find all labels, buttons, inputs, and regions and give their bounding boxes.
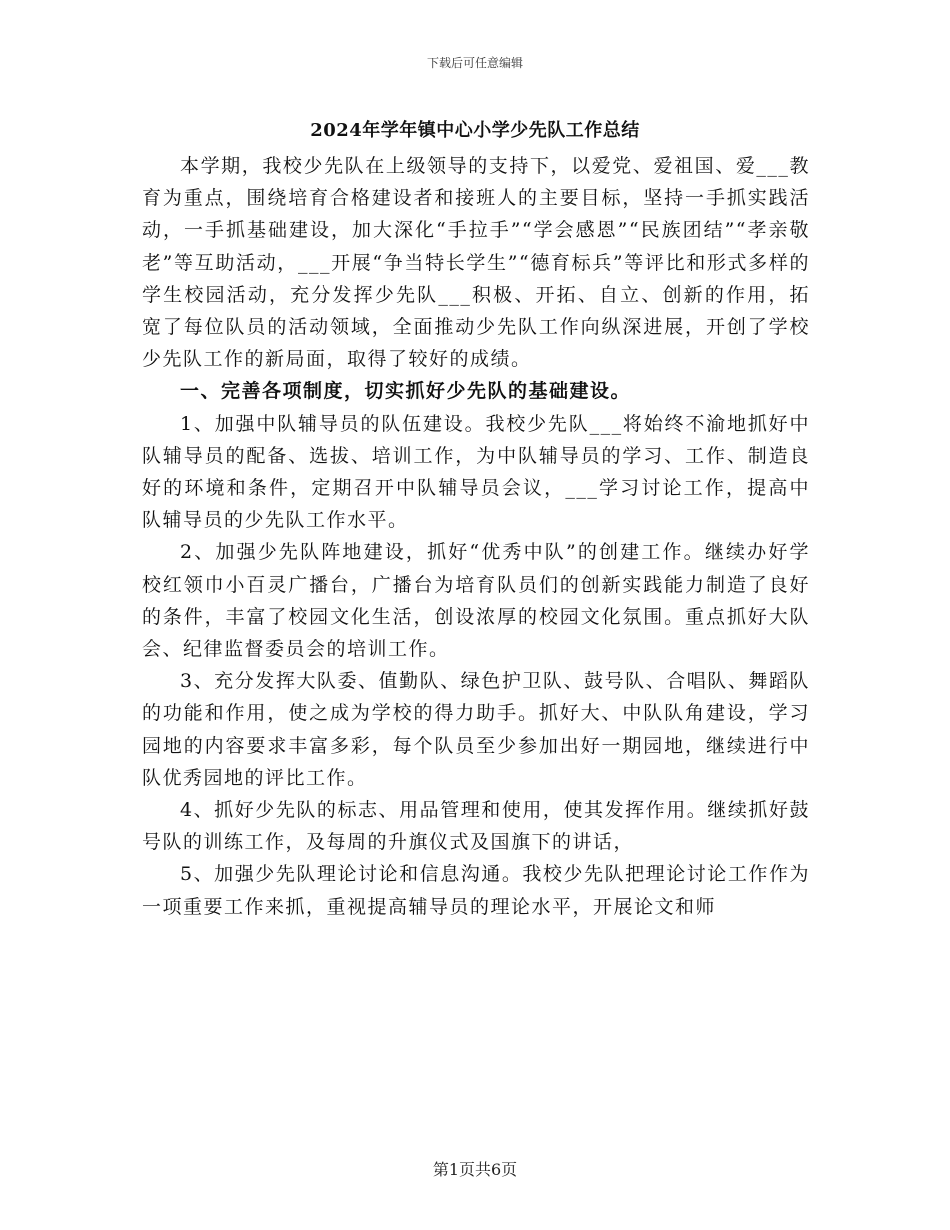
document-title: 2024年学年镇中心小学少先队工作总结 xyxy=(310,120,640,141)
list-item-1: 1、加强中队辅导员的队伍建设。我校少先队___将始终不渝地抓好中队辅导员的配备、选拔、培训工作，为中队辅导员的学习、工作、制造良好的环境和条件，定期召开中队辅导员会议，___学习讨论工作，提高中队辅导员的少先队工作水平。 xyxy=(142,412,810,532)
document-body xyxy=(142,150,810,923)
list-item-5: 5、加强少先队理论讨论和信息沟通。我校少先队把理论讨论工作作为一项重要工作来抓，重视提高辅导员的理论水平，开展论文和师 xyxy=(142,863,810,918)
page-number: 第1页共6页 xyxy=(432,1160,518,1179)
list-item-2: 2、加强少先队阵地建设，抓好“优秀中队”的创建工作。继续办好学校红领巾小百灵广播台，广播台为培育队员们的创新实践能力制造了良好的条件，丰富了校园文化生活，创设浓厚的校园文化氛围。重点抓好大队会、纪律监督委员会的培训工作。 xyxy=(142,541,810,661)
list-item-4: 4、抓好少先队的标志、用品管理和使用，使其发挥作用。继续抓好鼓号队的训练工作，及每周的升旗仪式及国旗下的讲话， xyxy=(142,799,810,854)
list-item-3: 3、充分发挥大队委、值勤队、绿色护卫队、鼓号队、合唱队、舞蹈队的功能和作用，使之成为学校的得力助手。抓好大、中队队角建设，学习园地的内容要求丰富多彩，每个队员至少参加出好一期园地，继续进行中队优秀园地的评比工作。 xyxy=(142,670,810,789)
section-heading: 一、完善各项制度，切实抓好少先队的基础建设。 xyxy=(180,380,632,403)
page-header-note: 下载后可任意编辑 xyxy=(426,56,523,70)
intro-paragraph: 本学期，我校少先队在上级领导的支持下，以爱党、爱祖国、爱___教育为重点，围绕培育合格建设者和接班人的主要目标，坚持一手抓实践活动，一手抓基础建设，加大深化“手拉手”“学会感恩”“民族团结”“孝亲敬老”等互助活动，___开展“争当特长学生”“德育标兵”等评比和形式多样的学生校园活动，充分发挥少先队___积极、开拓、自立、创新的作用，拓宽了每位队员的活动领域，全面推动少先队工作向纵深进展，开创了学校少先队工作的新局面，取得了较好的成绩。 xyxy=(142,155,810,371)
